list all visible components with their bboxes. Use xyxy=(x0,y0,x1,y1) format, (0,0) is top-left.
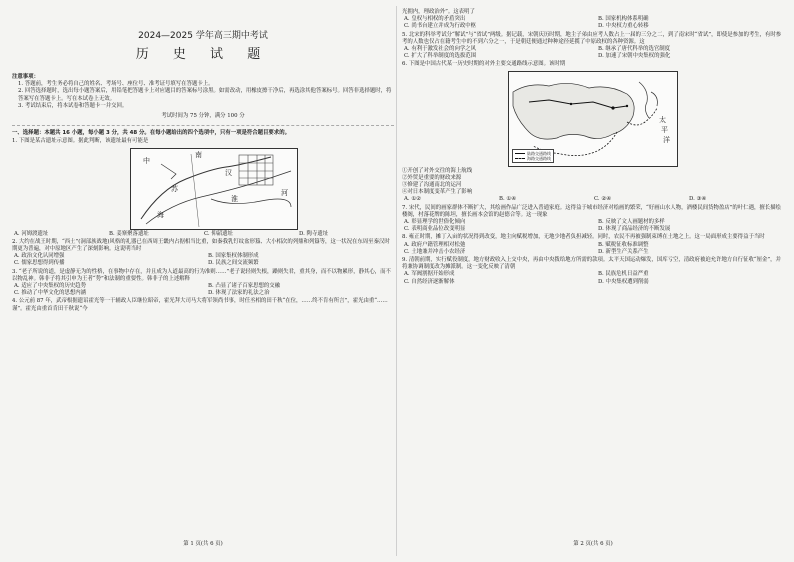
right-page xyxy=(402,8,784,554)
map-label: 中 xyxy=(143,156,150,165)
option-c[interactable]: C. 儒家思想得到传播 xyxy=(14,260,65,267)
option-c[interactable]: C. 表明商业品位改变明显 xyxy=(404,226,466,233)
site-map-drawing xyxy=(131,149,297,229)
option-c[interactable]: C. 土地兼并冲击小农经济 xyxy=(404,248,466,255)
option-a[interactable]: A. 军阀割据开始形成 xyxy=(404,271,455,278)
option-d[interactable]: D. 加速了宋朝中央集权的强化 xyxy=(598,53,671,60)
option-a[interactable]: A. 政治文化认同增强 xyxy=(14,253,65,260)
question-8-stem: 8. 雍正时期，摊丁入亩的状况得到改变，地主向赋税增加，无地少地者负担减轻。同时，农民不再被强制束缚在土地之上。这一局面形成主要得益于当时 xyxy=(402,234,765,241)
map-label: 海 xyxy=(157,210,164,219)
question-3-options xyxy=(12,283,394,297)
map-label: 河 xyxy=(281,188,288,197)
route-map xyxy=(508,71,678,167)
option-c[interactable]: C. 仰韶遗址 xyxy=(204,230,233,237)
question-1-options xyxy=(12,231,394,238)
option-c[interactable]: C. 尚书台建立并成为行政中枢 xyxy=(404,23,477,30)
question-2-stem: 2. 大约在战王时期，“西土”(洞部族战地)风格的礼器已在西周王畿内占据相当比重，如秦我乳钉纹盆形簋、大小相次的列鼎和列簋等，这一状况在东周至秦汉时期更为普遍，对中原地区产生了深刻影响。这说明当时 xyxy=(12,238,390,253)
option-c[interactable]: C. 扩大了科举制度的选拔范围 xyxy=(404,53,477,60)
option-d[interactable]: D. 体现了商品经济的不断发展 xyxy=(598,226,671,233)
question-4-stem: 4. 公元前 87 年，武帝根据遗诏霍光等一干辅政人臣继位昭帝，霍光拜大司马大将军领尚书事，时任丞相的田千秋“在位，……终不肯有所言”，霍光由重“……谨”。霍光由重首肯田千秋说“今 xyxy=(12,298,388,312)
statement-item: ②外贸是重要的财政来源 xyxy=(402,174,462,181)
statement-item: ③修建了沟通南北的运河 xyxy=(402,182,462,189)
option-d[interactable]: D. 体现了法家的礼法之治 xyxy=(208,290,270,297)
note-item: 3. 考试结束后，将本试卷和答题卡一并交回。 xyxy=(18,102,128,109)
dashed-line-icon xyxy=(515,158,525,159)
option-a[interactable]: A. 河姆渡遗址 xyxy=(14,230,49,237)
option-b[interactable]: B. 国家集权体制形成 xyxy=(208,253,259,260)
question-9-options xyxy=(402,271,784,285)
option-d[interactable]: D. ③④ xyxy=(689,196,707,203)
note-item: 1. 答题前，考生务必将自己的姓名、考场号、座位号、准考证号填写在答题卡上。 xyxy=(18,81,214,88)
option-d[interactable]: D. 新型生产关系产生 xyxy=(598,248,649,255)
section-heading: 一、选择题：本题共 16 小题，每小题 3 分，共 48 分。在每小题给出的四个选项中，只有一项是符合题目要求的。 xyxy=(12,130,290,137)
map-label: 苏 xyxy=(171,184,178,193)
option-b[interactable]: B. 赋税征收标准调整 xyxy=(598,241,649,248)
page-footer: 第 2 页(共 6 页) xyxy=(573,540,613,547)
option-d[interactable]: D. 中央权力重心转移 xyxy=(598,23,649,30)
separator xyxy=(12,125,394,126)
option-a[interactable]: A. 皇权与相权的矛盾突出 xyxy=(404,16,466,23)
map-label: 太 xyxy=(659,115,666,124)
option-c[interactable]: C. 推动了中华文化的思想内涵 xyxy=(14,290,87,297)
question-6-stem: 6. 下图是中国古代某一历史时期的对外主要交通路线示意图。该时期 xyxy=(402,61,566,68)
option-b[interactable]: B. ①④ xyxy=(499,196,517,203)
question-6-options xyxy=(402,196,784,203)
option-c[interactable]: C. ②④ xyxy=(594,196,612,203)
question-7-stem: 7. 宋代，民间的画家群体不断扩大，其绘画作品广泛进入普通家庭。这得益于城市经济对绘画的繁荣，“好画山水人物，酒楼民间货物盈店”的叶仁遇，擅长描绘楼阁，村落花牌的陈坦，擅长画本会馆的赵德合等。这一现象 xyxy=(402,204,781,218)
option-c[interactable]: C. 自然经济逐渐解体 xyxy=(404,278,455,285)
question-9-stem: 9. 清朝前期，实行赋役制度，地方财政收入上交中央，再由中央拨给地方所需的款项。太平天国运动爆发，国库亏空，清政府被迫允许地方自行征收“厘金”，并将兼协调制度改为摊派制。这一变化反映了清朝 xyxy=(402,257,781,271)
question-4-options xyxy=(402,16,784,30)
question-8-options xyxy=(402,242,784,256)
page-divider xyxy=(396,6,397,556)
map-label: 洋 xyxy=(663,135,670,144)
question-4-continued: 光拥内，理政治外”。这表明了 xyxy=(402,9,475,15)
option-b[interactable]: B. 国家机构体系明确 xyxy=(598,16,649,23)
legend-label: 陆路交通路线 xyxy=(527,150,551,156)
option-d[interactable]: D. 民族之间交流频繁 xyxy=(208,260,259,267)
question-1-stem: 1. 下图是某古遗址示意图。据此判断，该遗址最有可能是 xyxy=(12,138,149,145)
question-5-options xyxy=(402,46,784,60)
question-7-options xyxy=(402,219,784,233)
option-b[interactable]: B. 民族危机日益严重 xyxy=(598,271,649,278)
site-map xyxy=(130,148,298,230)
option-a[interactable]: A. 政府户籍管理相对松弛 xyxy=(404,241,466,248)
left-page xyxy=(12,8,394,554)
map-legend xyxy=(512,149,554,163)
map-label: 平 xyxy=(661,125,668,134)
exam-subtitle: 历 史 试 题 xyxy=(135,47,271,62)
statement-item: ①开创了对外交往的海上航线 xyxy=(402,167,473,174)
option-a[interactable]: A. 彰显理学的世俗化倾向 xyxy=(404,219,466,226)
exam-time: 考试时间为 75 分钟，满分 100 分 xyxy=(161,113,245,120)
question-5-stem: 5. 北宋的科举考试分“解试”与“省试”两级。据记载，宋朝庆历时期，地主子弟由应考人数占上一届的三分之二，到了南宋时“省试”，即使是参加的考生，有时参考的人数也仅占在籍考生中的不到六分之一，于是朝廷便通过种种途径延揽了中原政权的各种资源。这 xyxy=(402,31,782,45)
option-a[interactable]: A. ①② xyxy=(404,196,421,203)
legend-label: 海路交通路线 xyxy=(527,155,551,161)
notes-heading: 注意事项： xyxy=(12,74,39,80)
map-label: 南 xyxy=(195,150,202,159)
option-a[interactable]: A. 有利于激发社会的向学之风 xyxy=(404,46,477,53)
exam-title: 2024—2025 学年高三期中考试 xyxy=(138,31,268,41)
question-2-options xyxy=(12,253,394,267)
option-b[interactable]: B. 反映了文人画题材的多样 xyxy=(598,219,665,226)
legend-item xyxy=(515,156,551,161)
option-d[interactable]: D. 中央集权遭到削弱 xyxy=(598,278,649,285)
map-label: 淮 xyxy=(231,194,238,203)
option-a[interactable]: A. 适应了中央集权的历史趋势 xyxy=(14,283,87,290)
statement-item: ④对日本制度变革产生了影响 xyxy=(402,189,473,196)
option-b[interactable]: B. 姜寨聚落遗址 xyxy=(109,230,149,237)
question-3-stem: 3. “老子所说的道，是虚静无为的性格，在事物中存在，并且成为人道最高的行为准则……”老子说轻则失根，躁则失君，重其身，而不以物累形，静其心，而不以物乱神。韩非子将其引申为王者“势”和法制的重要性。韩非子的上述解释 xyxy=(12,268,391,282)
option-b[interactable]: B. 继承了唐代科举的选官制度 xyxy=(598,46,671,53)
solid-line-icon xyxy=(515,153,525,154)
option-b[interactable]: B. 凸显了诸子百家思想的交融 xyxy=(208,283,281,290)
map-label: 汉 xyxy=(225,168,232,177)
page-footer: 第 1 页(共 6 页) xyxy=(183,540,223,547)
note-item: 2. 回答选择题时，选出每小题答案后，用铅笔把答题卡上对应题目的答案标号涂黑。如需改动，用橡皮擦干净后，再选涂其他答案标号。回答非选择题时，将答案写在答题卡上。写在本试卷上无效。 xyxy=(18,88,392,102)
option-d[interactable]: D. 陶寺遗址 xyxy=(299,230,329,237)
